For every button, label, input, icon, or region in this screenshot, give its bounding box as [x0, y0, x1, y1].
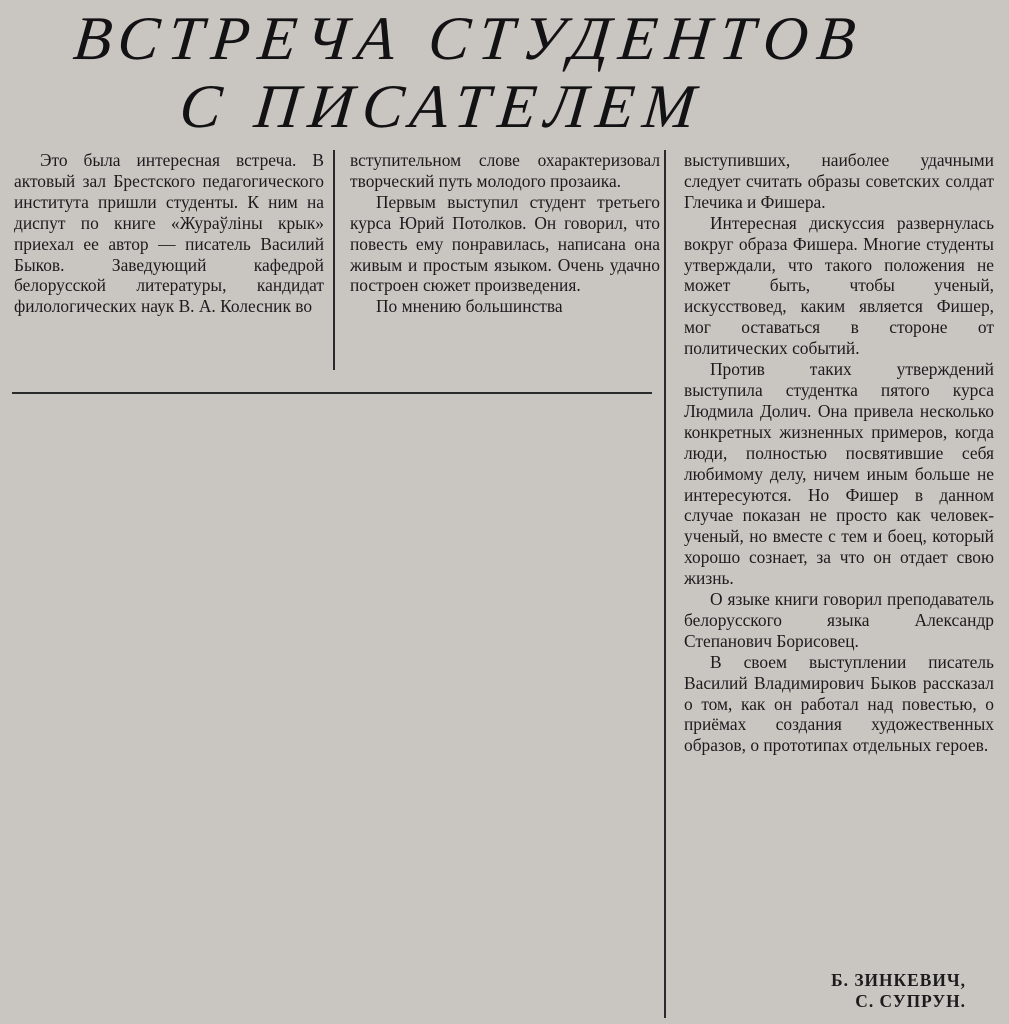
column-divider-1 — [333, 150, 335, 370]
headline — [0, 0, 1009, 150]
horizontal-divider — [12, 392, 652, 394]
headline-line-1: ВСТРЕЧА СТУДЕНТОВ — [70, 5, 868, 73]
paragraph: вступительном слове охарактеризовал творческий путь молодого прозаика. — [350, 150, 660, 191]
paragraph: Это была интересная встреча. В актовый зал Брестского педагогического института пришли студенты. К ним на диспут по книге «Жураўліны крык» приехал ее автор — писатель Василий Быков. Заведующий кафедрой белорусской литературы, кандидат филологических наук В. А. Колесник во — [14, 150, 324, 317]
author-signature — [684, 970, 966, 1012]
author-name-2: С. СУПРУН. — [855, 991, 966, 1011]
paragraph: По мнению большинства — [376, 296, 563, 317]
article-column-2 — [350, 150, 660, 317]
author-name-1: Б. ЗИНКЕВИЧ, — [831, 970, 966, 990]
paragraph: Интересная дискуссия развернулась вокруг образа Фишера. Многие студенты утверждали, что такого положения не может быть, чтобы ученый, искусствовед, каким является Фишер, мог оставаться в стороне от политических событий. — [684, 212, 994, 359]
blank-area — [0, 400, 660, 1024]
paragraph: Против таких утверждений выступила студентка пятого курса Людмила Долич. Она привела несколько конкретных жизненных примеров, когда люди, полностью посвятившие себя любимому делу, ничем иным больше не интересуются. Но Фишер в данном случае показан не просто как человек-ученый, но вместе с тем и боец, который хорошо сознает, за что он отдает свою жизнь. — [684, 359, 994, 589]
article-column-1 — [14, 150, 324, 317]
headline-line-2: С ПИСАТЕЛЕМ — [176, 73, 708, 141]
paragraph: О языке книги говорил преподаватель белорусского языка Александр Степанович Борисовец. — [684, 589, 994, 651]
article-column-3 — [684, 150, 994, 756]
paragraph: В своем выступлении писатель Василий Владимирович Быков рассказал о том, как он работал над повестью, о приёмах создания художественных образов, о прототипах отдельных героев. — [684, 651, 994, 756]
paragraph: Первым выступил студент третьего курса Юрий Потолков. Он говорил, что повесть ему понравилась, написана она живым и простым языком. Очень удачно построен сюжет произведения. — [350, 191, 660, 296]
column-divider-2 — [664, 150, 666, 1018]
paragraph: выступивших, наиболее удачными следует считать образы советских солдат Глечика и Фишера. — [684, 150, 994, 212]
